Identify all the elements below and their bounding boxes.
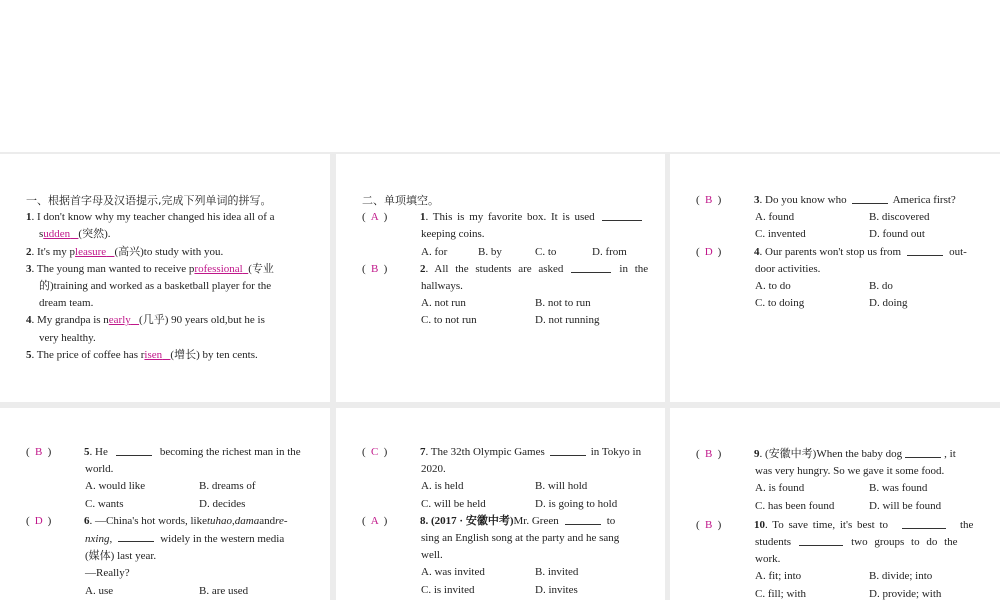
- answer-fill-5: isen: [144, 348, 163, 361]
- header-blank-area: [0, 0, 1000, 152]
- question-4-options-row2: C. to doing D. doing: [755, 297, 908, 310]
- answer-fill-3: rofessional: [194, 262, 243, 275]
- question-10-options-row1: A. fit; into B. divide; into: [755, 570, 933, 583]
- panel-choice-9-10: [670, 408, 1000, 600]
- question-10-line2: students two groups to do the: [755, 536, 958, 549]
- question-9-options-row2: C. has been found D. will be found: [755, 499, 942, 512]
- question-7-line2: 2020.: [421, 463, 446, 476]
- question-4: ( D ) 4 . Our parents won't stop us from out-: [696, 244, 986, 261]
- answer-letter-9: B: [705, 448, 713, 460]
- question-9-source: . (安徽中考): [759, 448, 817, 460]
- answer-letter-10: B: [705, 518, 713, 531]
- question-2-line2: hallways.: [421, 280, 463, 293]
- question-2-options-row2: C. to not run D. not running: [421, 314, 600, 327]
- question-3-options-row1: A. found B. discovered: [755, 211, 930, 224]
- panel-choice-3-4: [670, 154, 1000, 402]
- answer-fill-1: udden: [43, 228, 71, 241]
- question-8-options-row2: C. is invited D. invites: [421, 583, 578, 596]
- question-1: ( A ) 1 . This is my favorite box. It is used: [362, 209, 651, 226]
- blank-line: [905, 446, 941, 458]
- blank-line: [799, 534, 843, 546]
- question-5: ( B ) 5 . He becoming the richest man in the: [26, 444, 316, 461]
- answer-letter-8: A: [370, 514, 379, 527]
- question-3: ( B ) 3 . Do you know who America first?: [696, 192, 986, 209]
- question-1-line2: keeping coins.: [421, 228, 485, 241]
- question-6-options-row1: A. use B. are used: [85, 584, 249, 597]
- question-5-options-row2: C. wants D. decides: [85, 497, 246, 510]
- blank-line: [565, 513, 601, 525]
- blank-line: [571, 261, 611, 273]
- blank-line: [902, 517, 946, 529]
- spelling-item-2: 2. It's my pleasure (高兴)to study with you.: [26, 245, 224, 258]
- spelling-item-4-line2: very healthy.: [39, 331, 96, 344]
- question-6-line2: nxing, widely in the western media: [26, 530, 316, 548]
- panel-spelling: [0, 154, 330, 402]
- question-8: ( A ) 8 . (2017 · 安徽中考) Mr. Green to: [362, 513, 651, 530]
- question-9-options-row1: A. is found B. was found: [755, 482, 928, 495]
- section-heading-choice: 二、单项填空。: [362, 194, 439, 207]
- answer-letter-4: D: [704, 245, 713, 258]
- question-4-options-row1: A. to do B. do: [755, 280, 893, 293]
- spelling-item-3: 3. The young man wanted to receive professional (专业: [26, 262, 274, 275]
- question-8-options-row1: A. was invited B. invited: [421, 566, 579, 579]
- question-7-options-row1: A. is held B. will hold: [421, 480, 588, 493]
- panel-choice-7-8: [336, 408, 665, 600]
- answer-letter-2: B: [371, 262, 379, 275]
- panel-choice-5-6: [0, 408, 330, 600]
- question-9-line2: was very hungry. So we gave it some food.: [755, 465, 945, 478]
- question-4-line2: door activities.: [755, 262, 821, 275]
- answer-letter-3: B: [705, 194, 713, 206]
- question-6-line3: (媒体) last year.: [85, 550, 157, 563]
- spelling-item-3-line2: 的)training and worked as a basketball player for the: [39, 280, 272, 293]
- answer-letter-1: A: [370, 211, 379, 224]
- spelling-item-3-line3: dream team.: [39, 297, 94, 310]
- question-6: ( D ) 6 . —China's hot words, like tuhao , dama and re-: [26, 513, 316, 530]
- question-9: ( B ) 9 . (安徽中考) When the baby dog , it: [696, 446, 986, 463]
- blank-line: [550, 444, 586, 456]
- question-8-line2: sing an English song at the party and he sang: [421, 532, 620, 545]
- question-7: ( C ) 7 . The 32th Olympic Games in Tokyo in: [362, 444, 651, 461]
- blank-line: [118, 530, 154, 542]
- question-8-line3: well.: [421, 549, 443, 562]
- question-5-options-row1: A. would like B. dreams of: [85, 480, 256, 493]
- answer-letter-5: B: [35, 446, 43, 458]
- question-5-line2: world.: [85, 463, 114, 476]
- question-7-options-row2: C. will be held D. is going to hold: [421, 497, 618, 510]
- spelling-item-5: 5. The price of coffee has risen (增长) by ten cents.: [26, 348, 258, 361]
- blank-line: [852, 192, 888, 204]
- question-2: ( B ) 2 . All the students are asked in the: [362, 261, 651, 278]
- question-8-source: . (2017 · 安徽中考): [425, 514, 514, 527]
- question-10-options-row2: C. fill; with D. provide; with: [755, 587, 942, 600]
- question-2-options-row1: A. not run B. not to run: [421, 297, 591, 310]
- question-1-options: A. for B. by C. to D. from: [421, 245, 627, 258]
- question-6-line4: —Really?: [85, 567, 130, 580]
- spelling-item-1: 1. I don't know why my teacher changed his idea all of a: [26, 211, 275, 224]
- question-10-line3: work.: [755, 553, 781, 566]
- blank-line: [116, 444, 152, 456]
- panel-choice-1-2: [336, 154, 665, 402]
- spelling-item-1-line2: sudden (突然).: [39, 228, 111, 241]
- question-10: ( B ) 10 . To save time, it's best to the: [696, 517, 986, 534]
- blank-line: [907, 244, 943, 256]
- blank-line: [602, 209, 642, 221]
- answer-fill-4: early: [108, 314, 131, 327]
- answer-fill-2: leasure: [75, 245, 107, 258]
- answer-letter-6: D: [34, 514, 43, 527]
- answer-letter-7: C: [371, 446, 379, 458]
- question-3-options-row2: C. invented D. found out: [755, 228, 925, 241]
- section-heading-spelling: 一、根据首字母及汉语提示,完成下列单词的拼写。: [26, 194, 272, 207]
- spelling-item-4: 4. My grandpa is nearly (几乎) 90 years old,but he is: [26, 314, 265, 327]
